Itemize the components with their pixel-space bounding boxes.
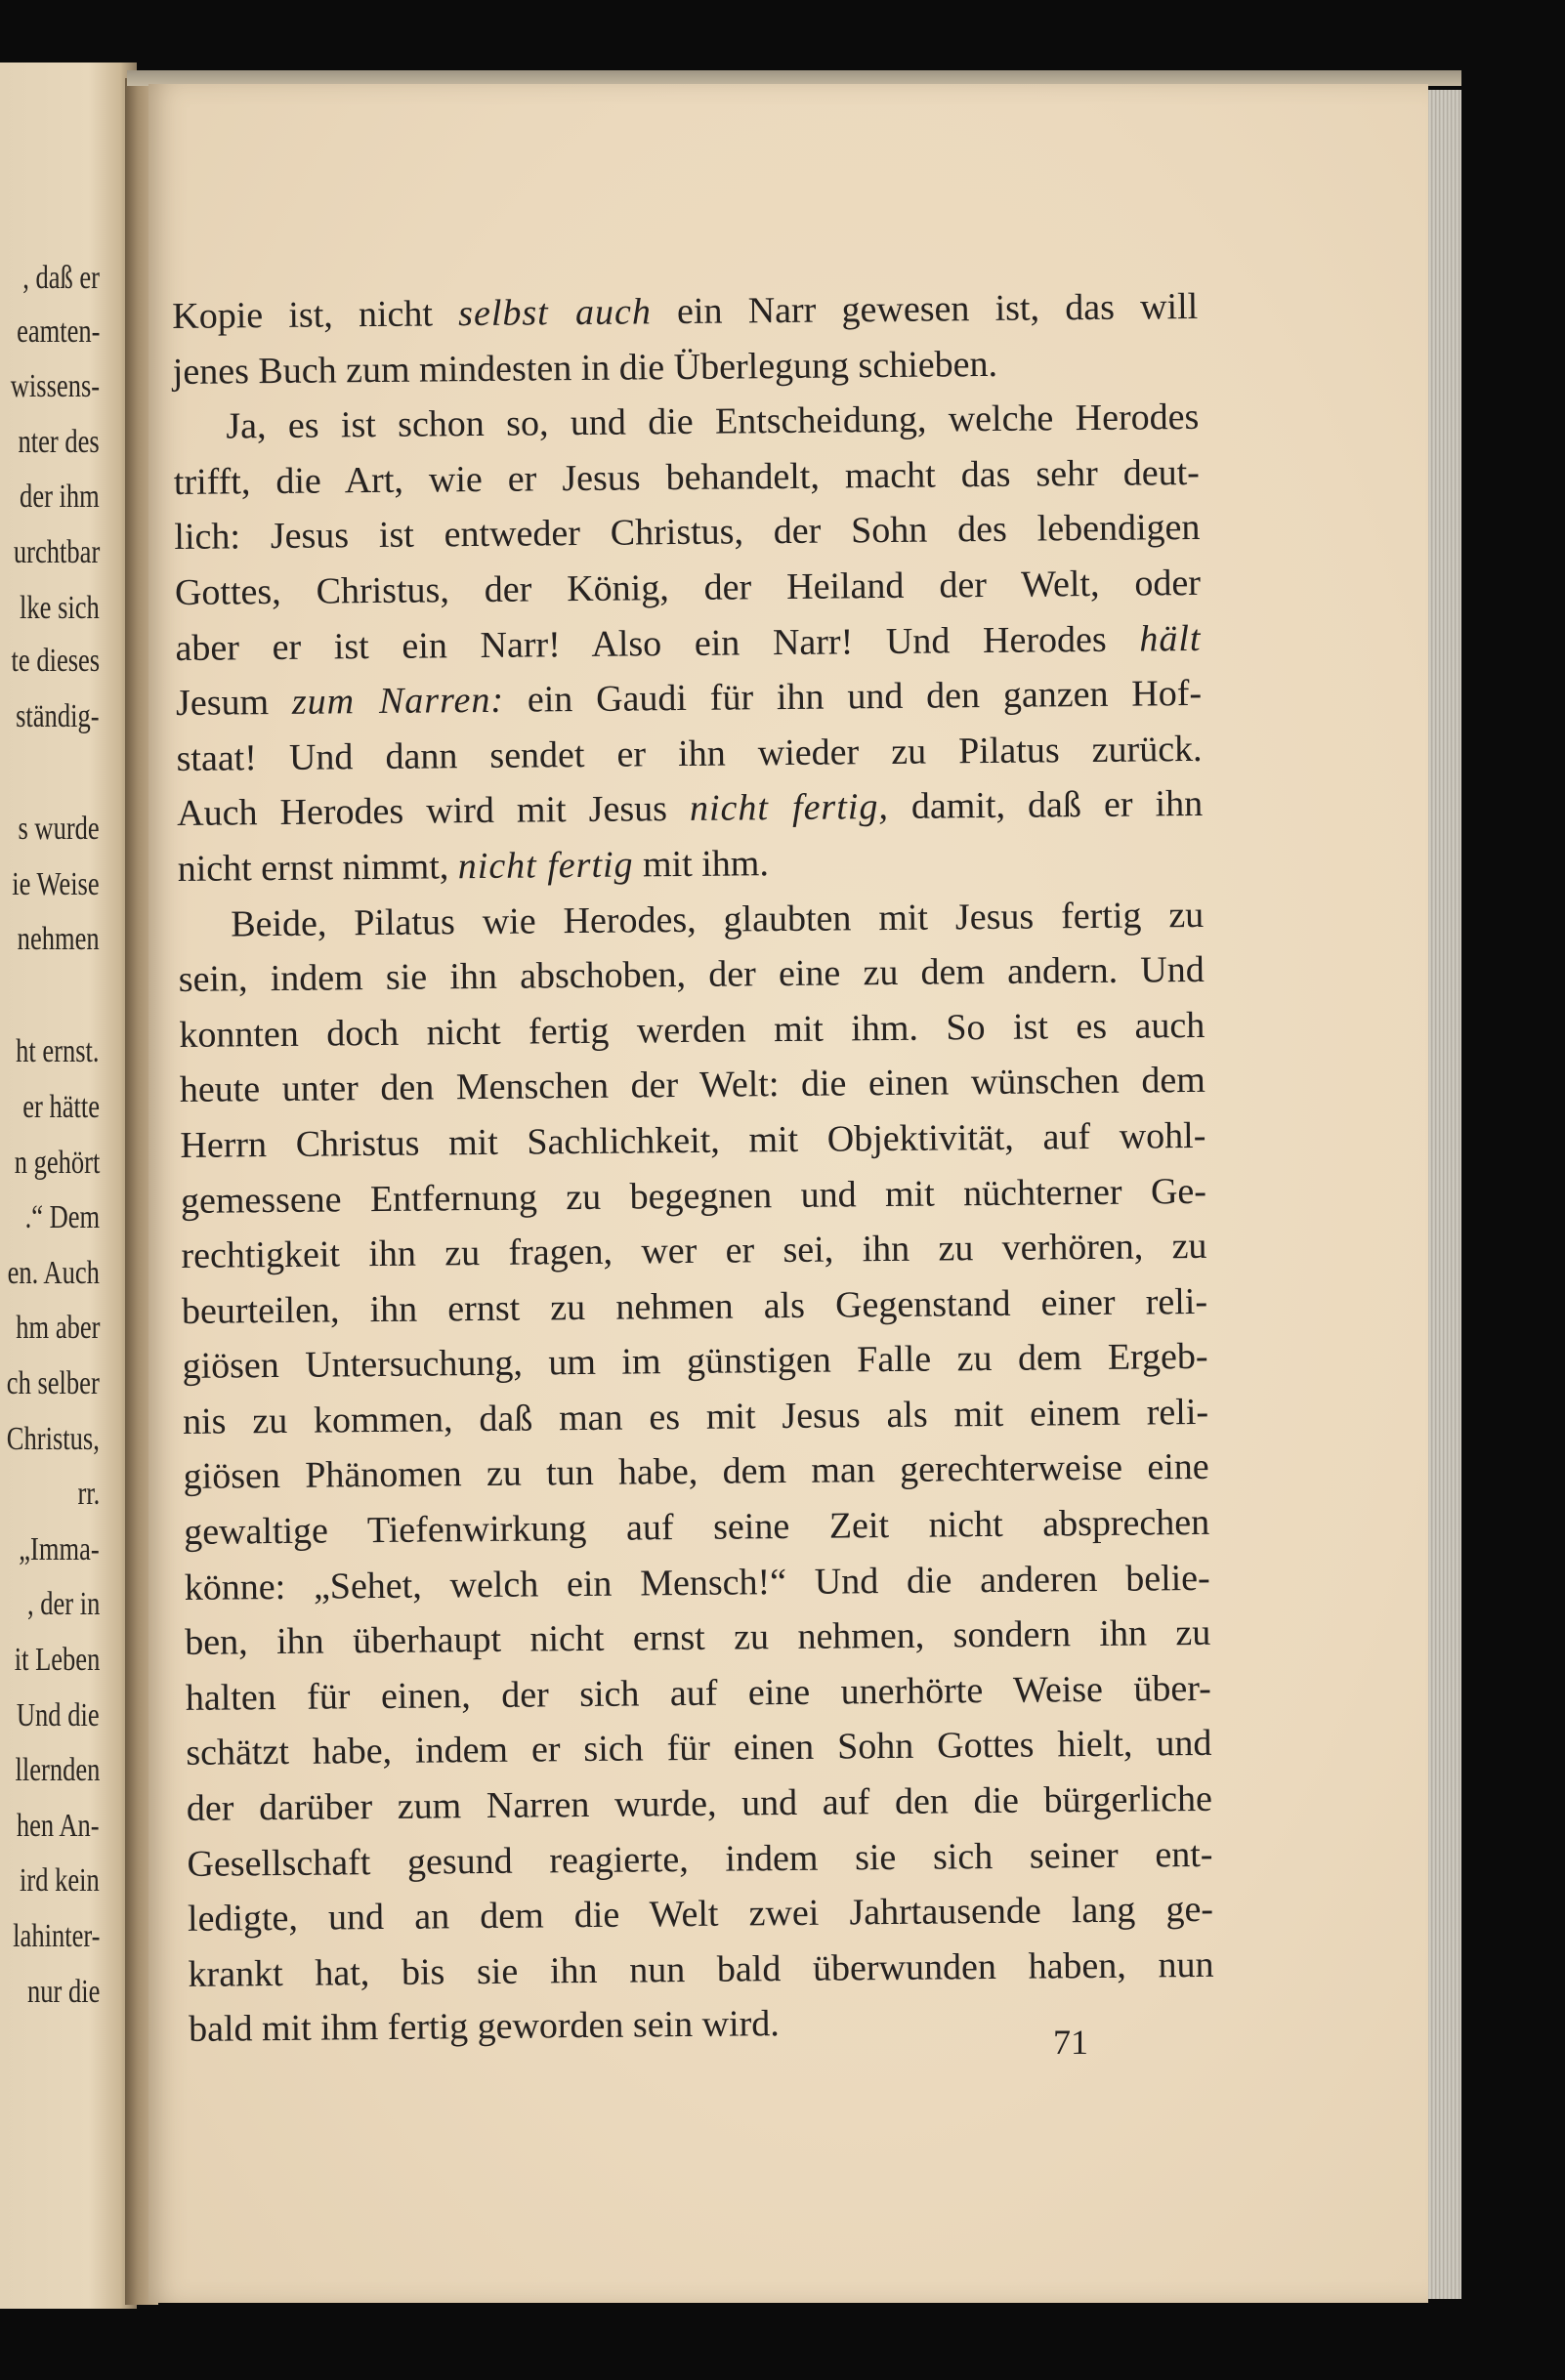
text-line (179, 998, 1205, 1064)
text-segment: aber er ist ein Narr! Also ein Narr! Und Herodes (175, 618, 1140, 669)
text-line (176, 666, 1202, 731)
text-line (173, 390, 1199, 455)
previous-page-line: urchtbar (13, 534, 100, 570)
text-segment: Beide, Pilatus wie Herodes, glaubten mit Jesus fertig zu (231, 894, 1205, 944)
previous-page-line: eamten- (16, 313, 100, 350)
text-line (185, 1606, 1210, 1671)
previous-page-line: en. Auch (7, 1254, 100, 1291)
page-number: 71 (1053, 2023, 1088, 2062)
previous-page (0, 63, 137, 2309)
text-segment: könne: „Sehet, welch ein Mensch!“ Und die anderen belie- (184, 1557, 1210, 1608)
text-segment: gewaltige Tiefenwirkung auf seine Zeit nicht absprechen (184, 1501, 1210, 1554)
text-segment: ein Narr gewesen ist, das will (651, 285, 1199, 333)
text-line (181, 1163, 1206, 1229)
italic-text: hält (1139, 617, 1202, 660)
previous-page-line: , daß er (22, 260, 100, 296)
text-segment: krankt hat, bis sie ihn nun bald überwunden haben, nun (188, 1943, 1214, 1995)
previous-page-line: hen An- (17, 1807, 100, 1844)
page-edges (1428, 90, 1461, 2299)
text-segment: ledigte, und an dem die Welt zwei Jahrtausende lang ge- (187, 1889, 1214, 1941)
text-segment: trifft, die Art, wie er Jesus behandelt, macht das sehr deut- (173, 451, 1201, 503)
text-line (187, 1826, 1212, 1892)
text-segment: konnten doch nicht fertig werden mit ihm. So ist es auch (179, 1004, 1205, 1056)
text-line (183, 1385, 1208, 1450)
text-line (172, 279, 1198, 345)
text-segment: sein, indem sie ihn abschoben, der eine zu dem andern. Und (178, 949, 1205, 1001)
text-segment: Ja, es ist schon so, und die Entscheidung, welche Herodes (226, 397, 1200, 447)
text-line (183, 1440, 1208, 1505)
text-segment: gemessene Entfernung zu begegnen und mit nüchterner Ge- (180, 1170, 1207, 1222)
text-segment: der darüber zum Narren wurde, und auf den die bürgerliche (186, 1777, 1213, 1829)
text-line (182, 1274, 1207, 1340)
text-line (182, 1329, 1207, 1395)
text-segment: giösen Phänomen zu tun habe, dem man gerechterweise eine (183, 1446, 1209, 1498)
text-segment: Kopie ist, nicht (172, 293, 459, 337)
text-segment: Jesum (175, 681, 293, 725)
previous-page-line: llernden (15, 1752, 100, 1789)
text-line (187, 1772, 1212, 1837)
text-segment: ein Gaudi für ihn und den ganzen Hof- (503, 673, 1203, 721)
text-line (175, 556, 1201, 621)
text-line (184, 1551, 1209, 1616)
text-segment: damit, daß er ihn (888, 783, 1204, 828)
text-line (186, 1716, 1211, 1781)
previous-page-line: ht ernst. (16, 1033, 100, 1070)
text-segment: Herrn Christus mit Sachlichkeit, mit Objektivität, auf wohl- (180, 1114, 1206, 1166)
text-line (174, 445, 1200, 511)
previous-page-line: te dieses (11, 643, 100, 680)
text-segment: halten für einen, der sich auf eine unerhörte Weise über- (185, 1667, 1212, 1719)
text-line (181, 1219, 1206, 1284)
previous-page-line: s wurde (18, 811, 100, 847)
text-segment: staat! Und dann sendet er ihn wieder zu Pilatus zurück. (176, 728, 1203, 779)
text-segment: heute unter den Menschen der Welt: die einen wünschen dem (179, 1060, 1206, 1111)
text-segment: bald mit ihm fertig geworden sein wird. (188, 2003, 780, 2051)
text-segment: beurteilen, ihn ernst zu nehmen als Gegenstand einer reli- (181, 1280, 1208, 1332)
text-segment: giösen Untersuchung, um im günstigen Falle zu dem Ergeb- (182, 1336, 1208, 1388)
body-text (172, 279, 1214, 2058)
previous-page-line: lahinter- (12, 1918, 100, 1954)
previous-page-line: nehmen (18, 921, 100, 958)
text-line (176, 722, 1202, 787)
italic-text: nicht fertig, (689, 786, 890, 830)
previous-page-line: ch selber (7, 1365, 100, 1401)
italic-text: zum Narren: (291, 679, 505, 723)
previous-page-line: lke sich (20, 589, 100, 626)
text-line (188, 1938, 1213, 2003)
text-segment: mit ihm. (633, 843, 770, 886)
text-line (184, 1495, 1209, 1561)
previous-page-line: n gehört (14, 1144, 100, 1181)
text-line (186, 1661, 1211, 1727)
previous-page-line: Und die (17, 1696, 100, 1733)
text-line (179, 942, 1205, 1008)
text-segment: Gesellschaft gesund reagierte, indem sie sich seiner ent- (187, 1833, 1213, 1885)
previous-page-line: der ihm (20, 479, 100, 516)
italic-text: nicht fertig (457, 844, 634, 888)
previous-page-line: Christus, (6, 1420, 100, 1457)
previous-page-line: er hätte (22, 1089, 100, 1125)
previous-page-line: wissens- (10, 368, 100, 405)
text-line (188, 1882, 1213, 1947)
previous-page-line: ird kein (20, 1862, 100, 1900)
text-segment: rechtigkeit ihn zu fragen, wer er sei, ihn zu verhören, zu (181, 1225, 1207, 1277)
text-line (175, 610, 1201, 676)
previous-page-line: ständig- (16, 697, 100, 734)
text-line (180, 1053, 1205, 1118)
text-segment: schätzt habe, indem er sich für einen Sohn Gottes hielt, und (186, 1723, 1212, 1775)
text-segment: ben, ihn überhaupt nicht ernst zu nehmen, sondern ihn zu (185, 1612, 1211, 1664)
previous-page-line: nter des (18, 423, 100, 460)
text-segment: nicht ernst nimmt, (177, 846, 458, 890)
previous-page-line: ie Weise (12, 865, 100, 902)
previous-page-line: nur die (26, 1973, 100, 2010)
previous-page-line: rr. (77, 1476, 100, 1513)
previous-page-line: hm aber (15, 1310, 100, 1347)
previous-page-line: .“ Dem (24, 1199, 100, 1236)
previous-page-line: it Leben (14, 1642, 100, 1678)
text-segment: jenes Buch zum mindesten in die Überlegung schieben. (172, 343, 998, 393)
italic-text: selbst auch (457, 291, 653, 335)
text-line (180, 1108, 1205, 1174)
text-line (177, 776, 1203, 842)
text-segment: Gottes, Christus, der König, der Heiland der Welt, oder (174, 562, 1202, 613)
previous-page-line: „Imma- (19, 1530, 100, 1567)
text-segment: Auch Herodes wird mit Jesus (176, 788, 691, 835)
previous-page-line: , der in (26, 1586, 100, 1623)
text-line (177, 832, 1203, 898)
text-line (178, 887, 1204, 952)
text-segment: lich: Jesus ist entweder Christus, der Sohn des lebendigen (174, 507, 1201, 559)
text-line (174, 500, 1200, 565)
text-segment: nis zu kommen, daß man es mit Jesus als mit einem reli- (182, 1391, 1209, 1442)
text-line (173, 335, 1199, 400)
